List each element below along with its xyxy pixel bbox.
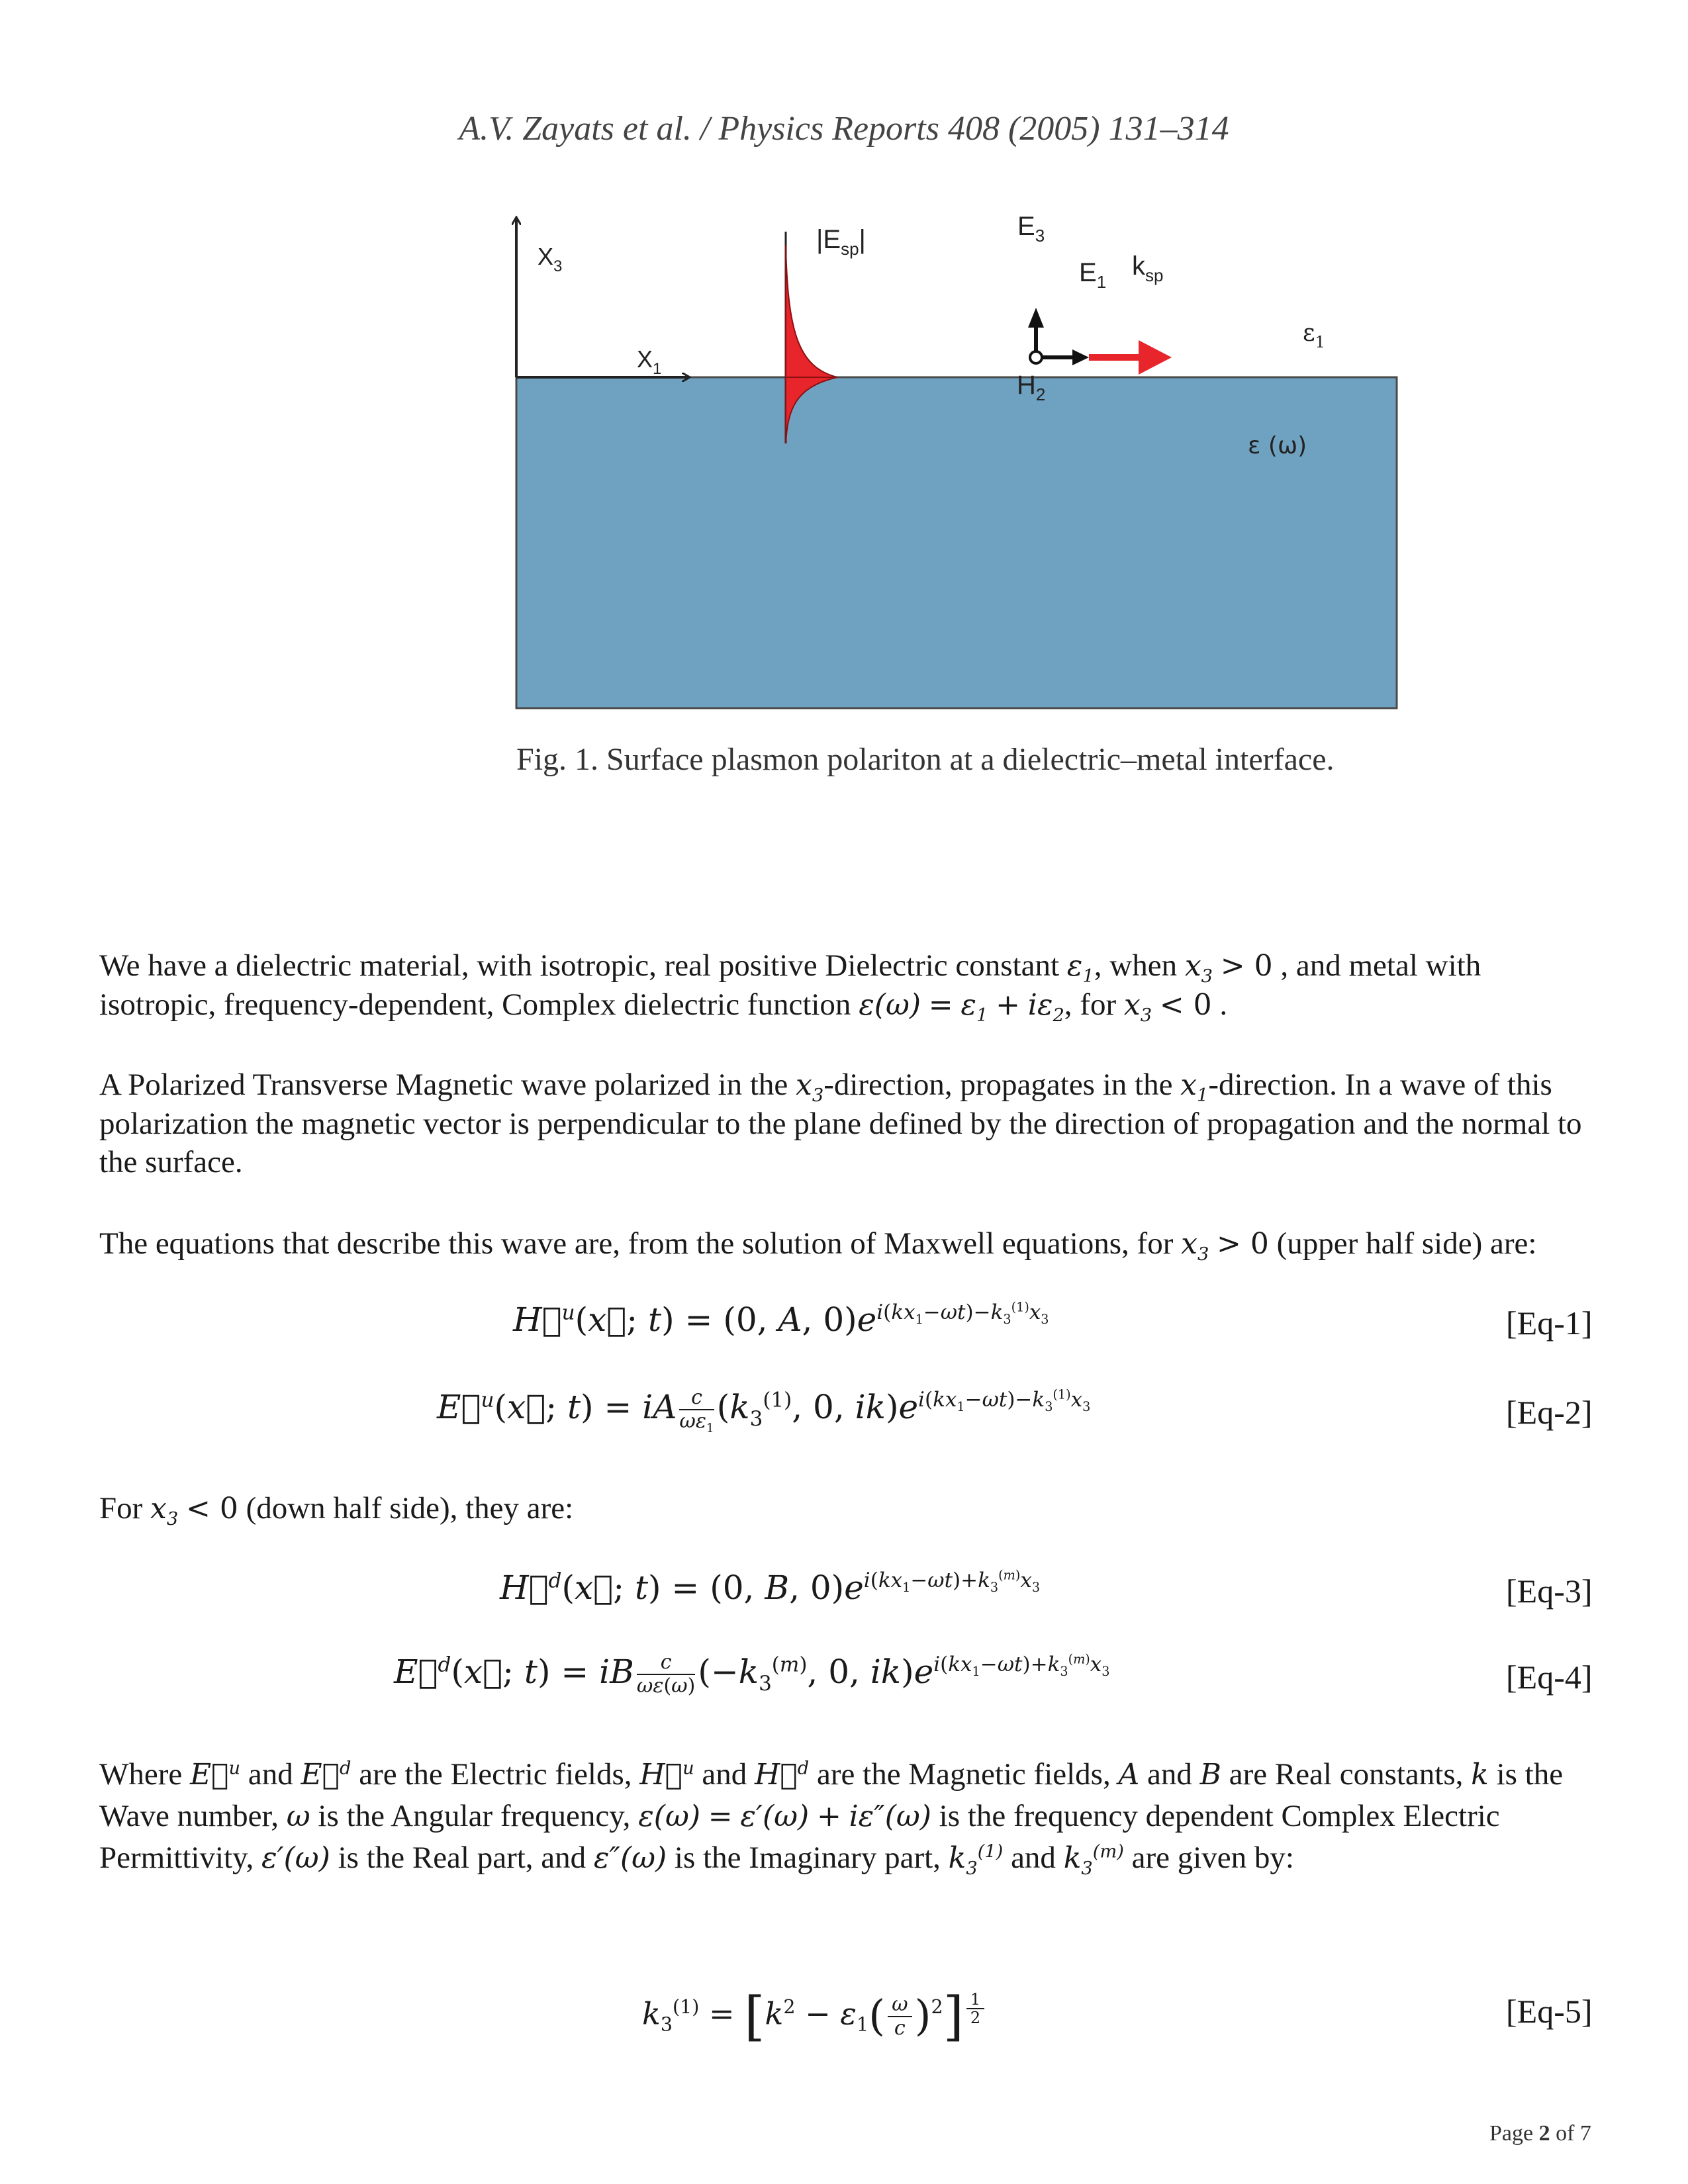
e3-label: $E_3$ xyxy=(1017,212,1045,246)
ksp-label: $k_{sp}$ xyxy=(1132,251,1164,285)
equation-3-label: [Eq-3] xyxy=(1506,1572,1593,1610)
h2-symbol xyxy=(1030,351,1042,363)
paragraph-tm-wave: A Polarized Transverse Magnetic wave polarized in the $x_3$-direction, propagates in the $x_1$-direction. In a wave of this polarization the magnetic vector is perpendicular to the plane defined by the direction of propagation and the normal to the surface. xyxy=(99,1068,1582,1179)
paragraph-dielectric: We have a dielectric material, with isotropic, real positive Dielectric constant $\varepsilon_1$, when $x_3 > 0$ , and metal with isotropic, frequency-dependent, Complex dielectric function $\varepsilon(\omega) = \varepsilon_1 + i\varepsilon_2$, for $x_3 < 0$ . xyxy=(99,948,1481,1026)
epsw-label: ε (ω) xyxy=(1248,432,1307,459)
equation-1-label: [Eq-1] xyxy=(1506,1304,1593,1342)
equation-1: H⃗$^u$(x⃗; t) = (0, A, $0)e^{i(kx_1-\omega t)-k_3^{(1)}x_3}$ xyxy=(513,1300,1049,1339)
ksp-arrowhead xyxy=(1139,340,1172,375)
e1-arrowhead xyxy=(1072,349,1089,365)
paragraph-definitions: Where E⃗$^u$ and E⃗$^d$ are the Electric fields, H⃗$^u$ and H⃗$^d$ are the Magnetic fields, A and B are Real constants, k is the Wave number, ω is the Angular frequency, ε(ω) = ε′(ω) + iε″(ω) is the frequency dependent Complex Electric Permittivity, ε′(ω) is the Real part, and ε″(ω) is the Imaginary part, $k_3^{(1)}$ and $k_3^{(m)}$ are given by: xyxy=(99,1757,1564,1879)
equation-2: E⃗$^u$(x⃗; t) = iA $\frac{c}{\omega\varepsilon_1}$ ($k_3^{(1)}$, 0, $ik)e^{i(kx_1-\omega t)-k_3^{(1)}x_3}$ xyxy=(437,1386,1091,1435)
field-profile-upper xyxy=(786,245,837,377)
equation-3: H⃗$^d$(x⃗; t) = (0, B, $0)e^{i(kx_1-\omega t)+k_3^{(m)}x_3}$ xyxy=(500,1568,1041,1607)
e1-label: $E_1$ xyxy=(1079,258,1107,292)
espl-label: $|E_{sp}|$ xyxy=(816,225,866,259)
e3-arrowhead xyxy=(1028,308,1044,328)
equation-2-label: [Eq-2] xyxy=(1506,1394,1593,1431)
metal-region xyxy=(516,377,1397,708)
paragraph-upper-intro: The equations that describe this wave are, from the solution of Maxwell equations, for $x_3 > 0$ (upper half side) are: xyxy=(99,1226,1537,1265)
surface-plasmon-figure xyxy=(496,199,1410,721)
running-header: A.V. Zayats et al. / Physics Reports 408 (2005) 131–314 xyxy=(459,110,1229,148)
figure-caption: Fig. 1. Surface plasmon polariton at a dielectric–metal interface. xyxy=(516,742,1335,777)
paragraph-lower-intro: For $x_3 < 0$ (down half side), they are: xyxy=(99,1491,574,1529)
h2-label: $H_2$ xyxy=(1017,371,1046,404)
equation-4: E⃗$^d$(x⃗; t) = iB $\frac{c}{\omega\varepsilon(\omega)}$ ($-k_3^{(m)}$, 0, $ik)e^{i(kx_1-\omega t)+k_3^{(m)}x_3}$ xyxy=(394,1651,1110,1698)
equation-4-label: [Eq-4] xyxy=(1506,1659,1593,1696)
eps1-label: $\varepsilon_1$ xyxy=(1303,320,1325,351)
x3-label: $X_3$ xyxy=(538,243,563,275)
equation-5-label: [Eq-5] xyxy=(1506,1993,1593,2030)
page-number: Page 2 of 7 xyxy=(1489,2121,1591,2146)
equation-5: $k_3^{(1)} = [k^2 - \varepsilon_1$( $\frac{\omega}{c}$ )$^2$] $^{\frac{1}{2}}$ xyxy=(642,1985,987,2047)
x1-label: $X_1$ xyxy=(637,345,662,378)
